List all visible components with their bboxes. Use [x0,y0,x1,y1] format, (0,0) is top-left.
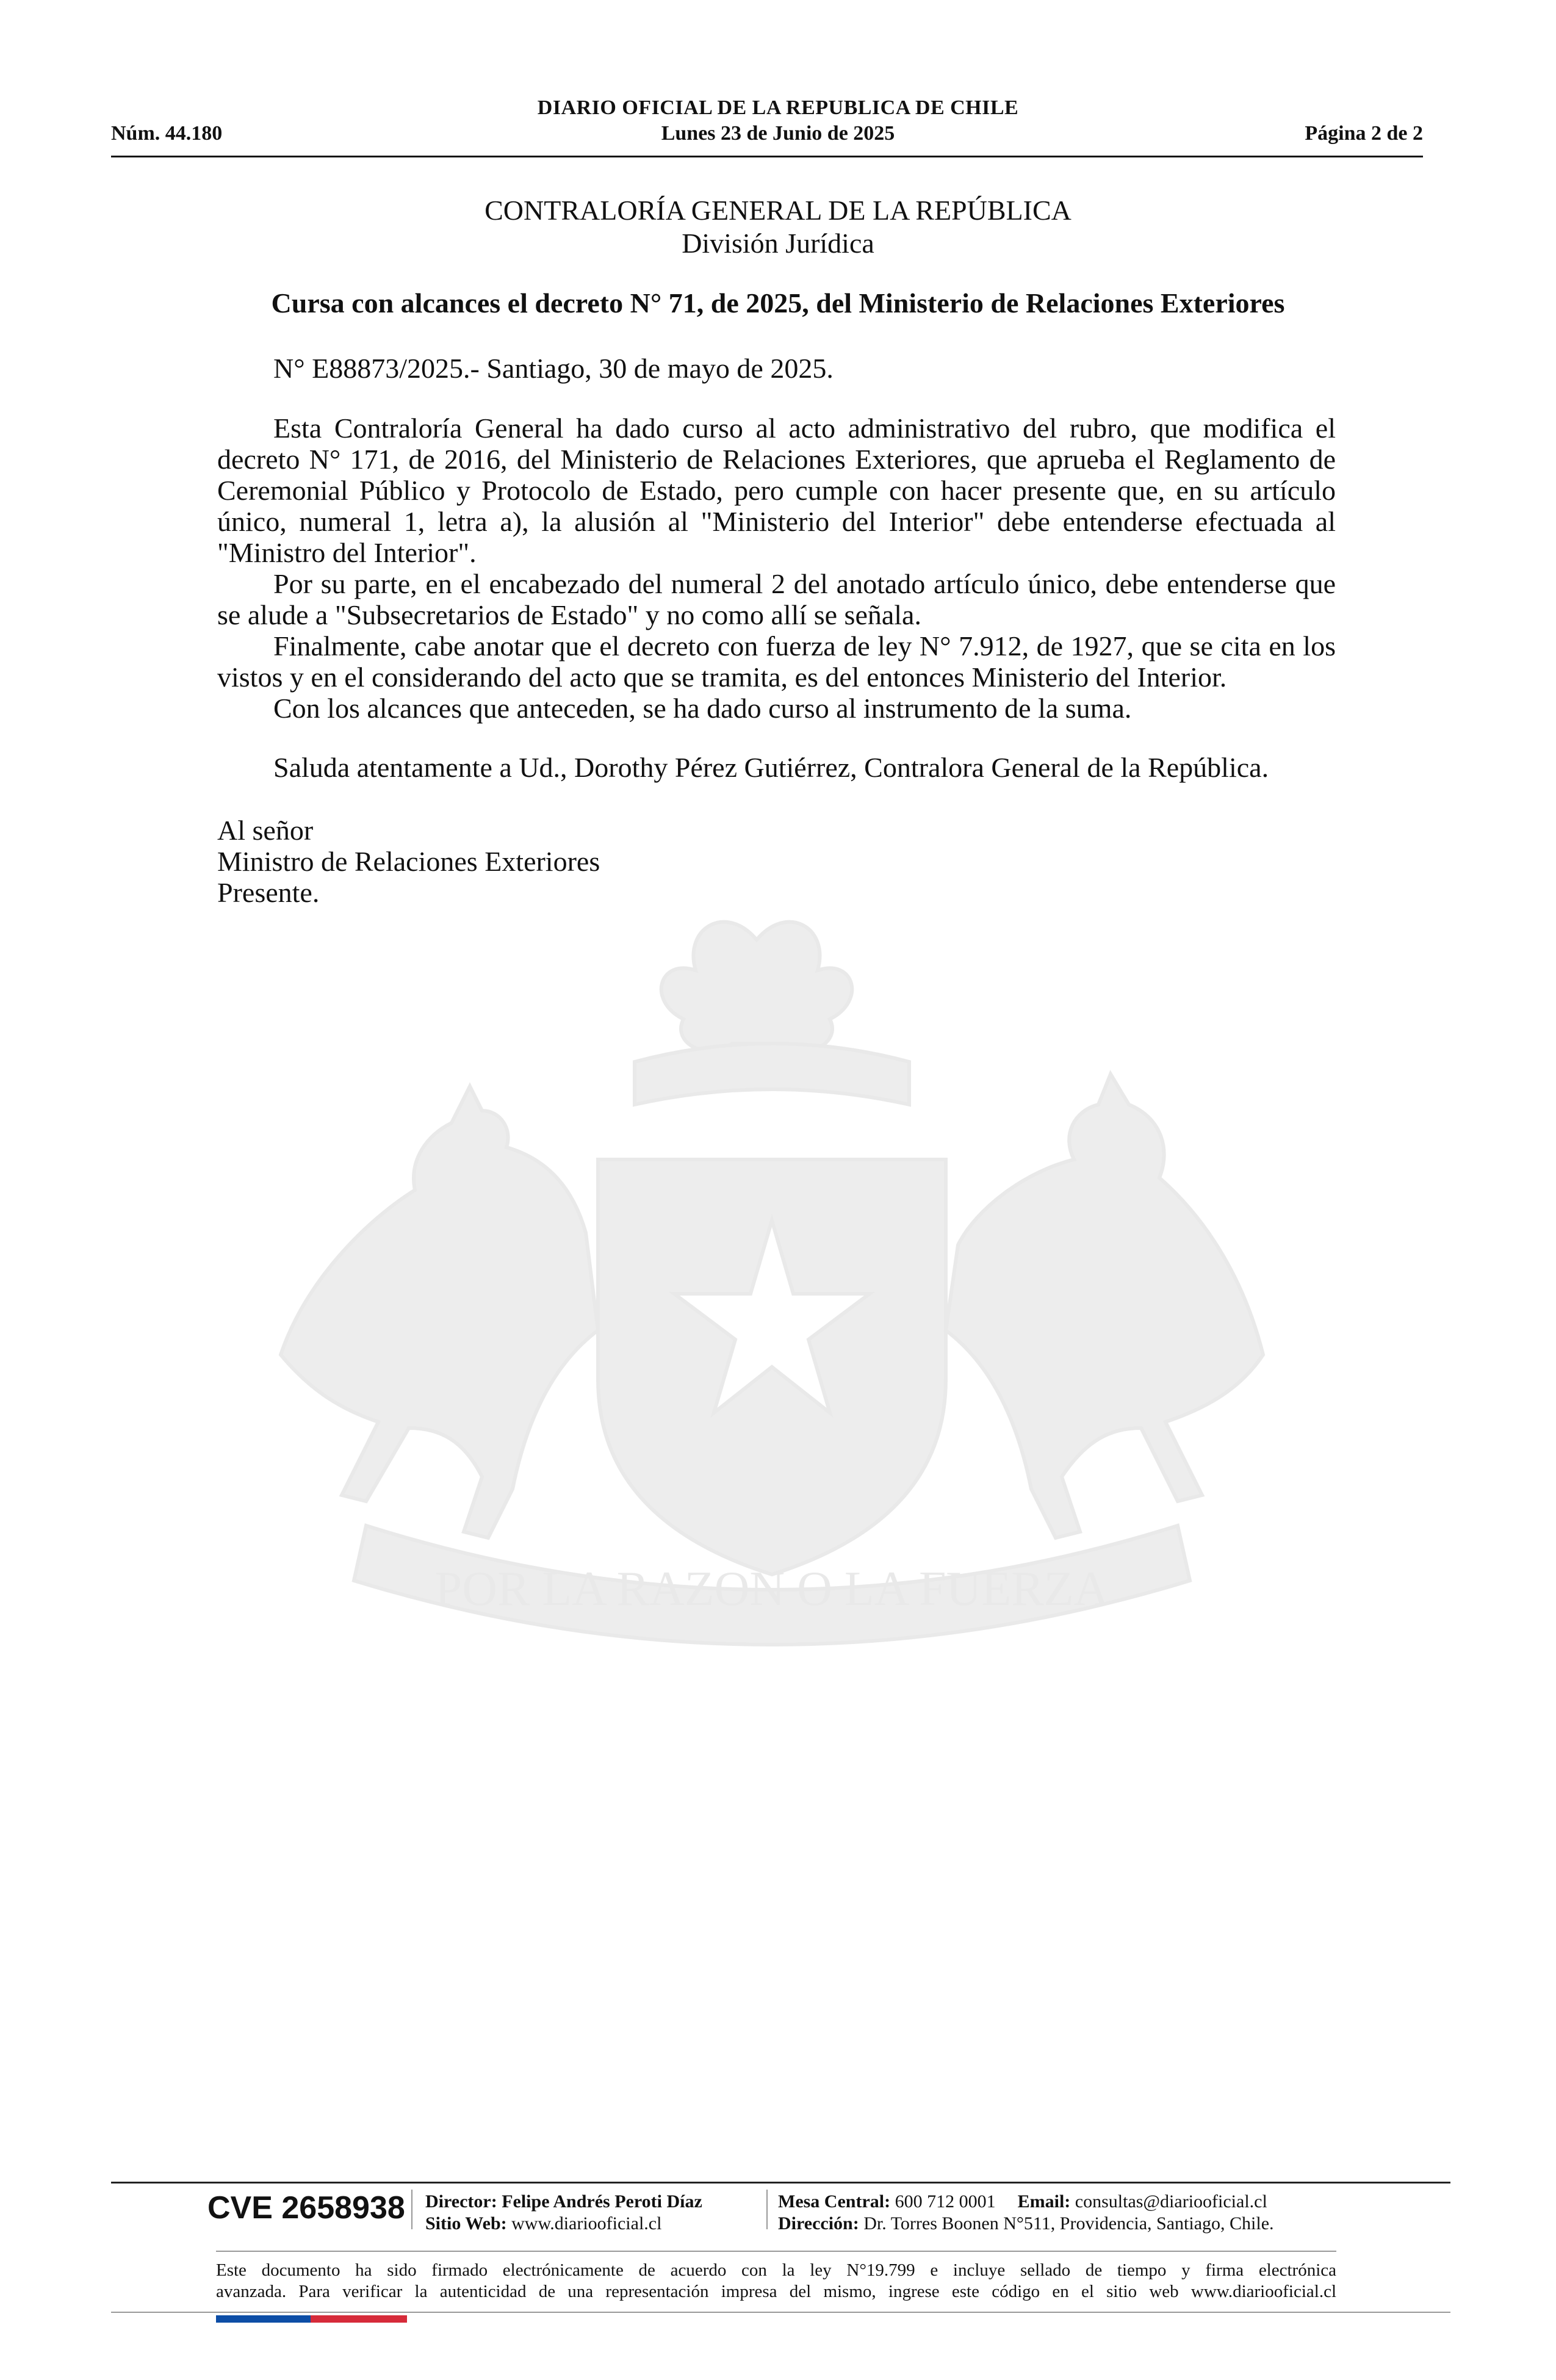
footer-inner-divider [216,2251,1336,2252]
paragraph: Finalmente, cabe anotar que el decreto con fuerza de ley N° 7.912, de 1927, que se cita en los vistos y en el considerando del acto que se tramita, es del entonces Ministerio del Interior. [217,630,1336,693]
email-link[interactable]: consultas@diariooficial.cl [1075,2191,1267,2212]
email-label: Email: [1017,2191,1071,2212]
page-indicator: Página 2 de 2 [1305,122,1423,145]
division-name: División Jurídica [682,228,874,259]
paragraph: Por su parte, en el encabezado del numeral 2 del anotado artículo único, debe entenderse que se alude a "Subsecretarios de Estado" y no como allí se señala. [217,568,1336,630]
flag-stripe-red [311,2315,407,2323]
organization-block [0,194,1556,260]
website-link[interactable]: www.diariooficial.cl [511,2213,662,2234]
address-text: Dr. Torres Boonen N°511, Providencia, Santiago, Chile. [863,2213,1274,2234]
director-name: Felipe Andrés Peroti Díaz [502,2191,702,2212]
organization-name: CONTRALORÍA GENERAL DE LA REPÚBLICA [484,195,1072,226]
address-label: Dirección: [778,2213,859,2234]
website-label: Sitio Web: [425,2213,507,2234]
legal-line: Este documento ha sido firmado electrónicamente de acuerdo con la ley N°19.799 e incluye sellado de tiempo y firma electrónica [216,2260,1336,2280]
footer-separator [411,2190,412,2229]
cve-code: CVE 2658938 [207,2190,405,2226]
header-divider [111,156,1423,157]
legal-notice [216,2260,1336,2302]
paragraph: Esta Contraloría General ha dado curso al acto administrativo del rubro, que modifica el decreto N° 171, de 2016, del Ministerio de Relaciones Exteriores, que aprueba el Reglamento de Ceremonial Público y Protocolo de Estado, pero cumple con hacer presente que, en su artículo único, numeral 1, letra a), la alusión al "Ministerio del Interior" debe entenderse efectuada al "Ministro del Interior". [217,413,1336,568]
closing-line: Saluda atentamente a Ud., Dorothy Pérez Gutiérrez, Contralora General de la República. [273,752,1269,783]
publication-title: DIARIO OFICIAL DE LA REPUBLICA DE CHILE [537,96,1019,119]
footer-divider [111,2182,1450,2183]
coat-of-arms-watermark-icon [207,903,1336,1697]
issue-number: Núm. 44.180 [111,122,223,145]
footer-director-block [425,2191,702,2235]
footer-bottom-divider [111,2312,1450,2313]
paragraph: Con los alcances que anteceden, se ha dado curso al instrumento de la suma. [273,693,1132,724]
watermark-motto: POR LA RAZON O LA FUERZA [434,1562,1109,1616]
flag-stripe-blue [216,2315,311,2323]
addressee-line: Presente. [217,877,320,908]
footer-separator [766,2190,768,2229]
document-heading: Cursa con alcances el decreto N° 71, de 2025, del Ministerio de Relaciones Exteriores [271,287,1285,319]
legal-line: avanzada. Para verificar la autenticidad de una representación impresa del mismo, ingrese este código en el sitio web www.diariooficial.cl [216,2282,1336,2301]
addressee-line: Ministro de Relaciones Exteriores [217,846,600,877]
body-paragraphs [217,413,1336,724]
footer-contact-block [778,2191,1274,2235]
phone-label: Mesa Central: [778,2191,891,2212]
phone-number: 600 712 0001 [895,2191,996,2212]
addressee-line: Al señor [217,815,314,846]
closing-block [217,752,1336,783]
reference-line: N° E88873/2025.- Santiago, 30 de mayo de 2025. [273,353,834,384]
director-label: Director: [425,2191,497,2212]
issue-date: Lunes 23 de Junio de 2025 [661,122,895,145]
addressee-block [217,815,1336,908]
